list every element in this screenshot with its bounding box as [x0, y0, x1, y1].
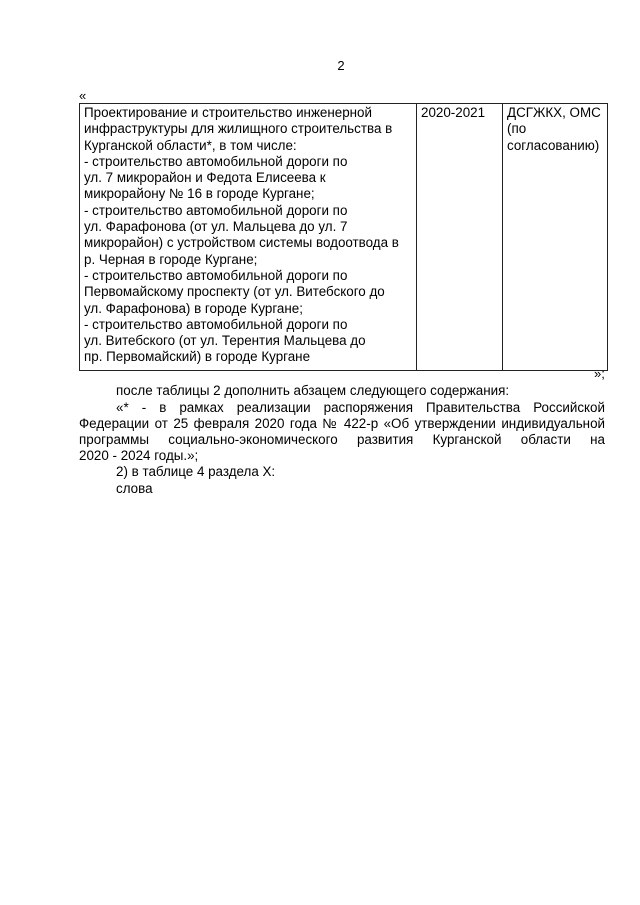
executor-cell: [503, 104, 608, 371]
after-table-paragraph: после таблицы 2 дополнить абзацем следующего содержания:: [116, 383, 510, 398]
description-line: - строительство автомобильной дороги по: [84, 316, 348, 332]
table-row: [80, 104, 608, 371]
word-paragraph: слова: [116, 481, 153, 496]
footnote-line: 2020 - 2024 годы.»;: [79, 448, 199, 463]
description-line: ул. Витебского (от ул. Терентия Мальцева до: [84, 333, 366, 349]
description-line: инфраструктуры для жилищного строительства в: [84, 121, 393, 137]
description-line: ул. Фарафонова) в городе Кургане;: [84, 300, 303, 316]
footnote-line: программы социально-экономического развития Курганской области на: [79, 432, 605, 447]
amendment-table: [79, 103, 608, 371]
period-cell: [417, 104, 503, 371]
description-line: ул. Фарафонова (от ул. Мальцева до ул. 7: [84, 219, 348, 235]
description-line: - строительство автомобильной дороги по: [84, 267, 348, 283]
executor-line: ДСГЖКХ, ОМС: [507, 105, 601, 120]
description-line: микрорайон) с устройством системы водоотвода в: [84, 235, 399, 251]
description-line: - строительство автомобильной дороги по: [84, 202, 348, 218]
item-2-paragraph: 2) в таблице 4 раздела X:: [116, 464, 276, 479]
description-line: пр. Первомайский) в городе Кургане: [84, 349, 311, 365]
executor-line: согласованию): [507, 137, 600, 153]
opening-quote-mark: «: [79, 88, 87, 103]
description-line: Курганской области*, в том числе:: [84, 137, 297, 153]
description-line: Первомайскому проспекту (от ул. Витебского до: [84, 284, 385, 300]
footnote-line: Федерации от 25 февраля 2020 года № 422-р «Об утверждении индивидуальной: [79, 416, 605, 431]
period-text: 2020-2021: [421, 105, 486, 120]
executor-line: (по: [507, 121, 527, 137]
description-cell: [80, 104, 417, 371]
description-line: - строительство автомобильной дороги по: [84, 153, 348, 169]
footnote-line: «* - в рамках реализации распоряжения Правительства Российской: [116, 400, 605, 415]
closing-quote-mark: »;: [594, 366, 605, 381]
description-line: Проектирование и строительство инженерной: [84, 105, 372, 120]
description-line: ул. 7 микрорайон и Федота Елисеева к: [84, 170, 326, 186]
page-number: 2: [337, 58, 345, 73]
description-line: микрорайону № 16 в городе Кургане;: [84, 186, 315, 202]
description-line: р. Черная в городе Кургане;: [84, 251, 258, 267]
